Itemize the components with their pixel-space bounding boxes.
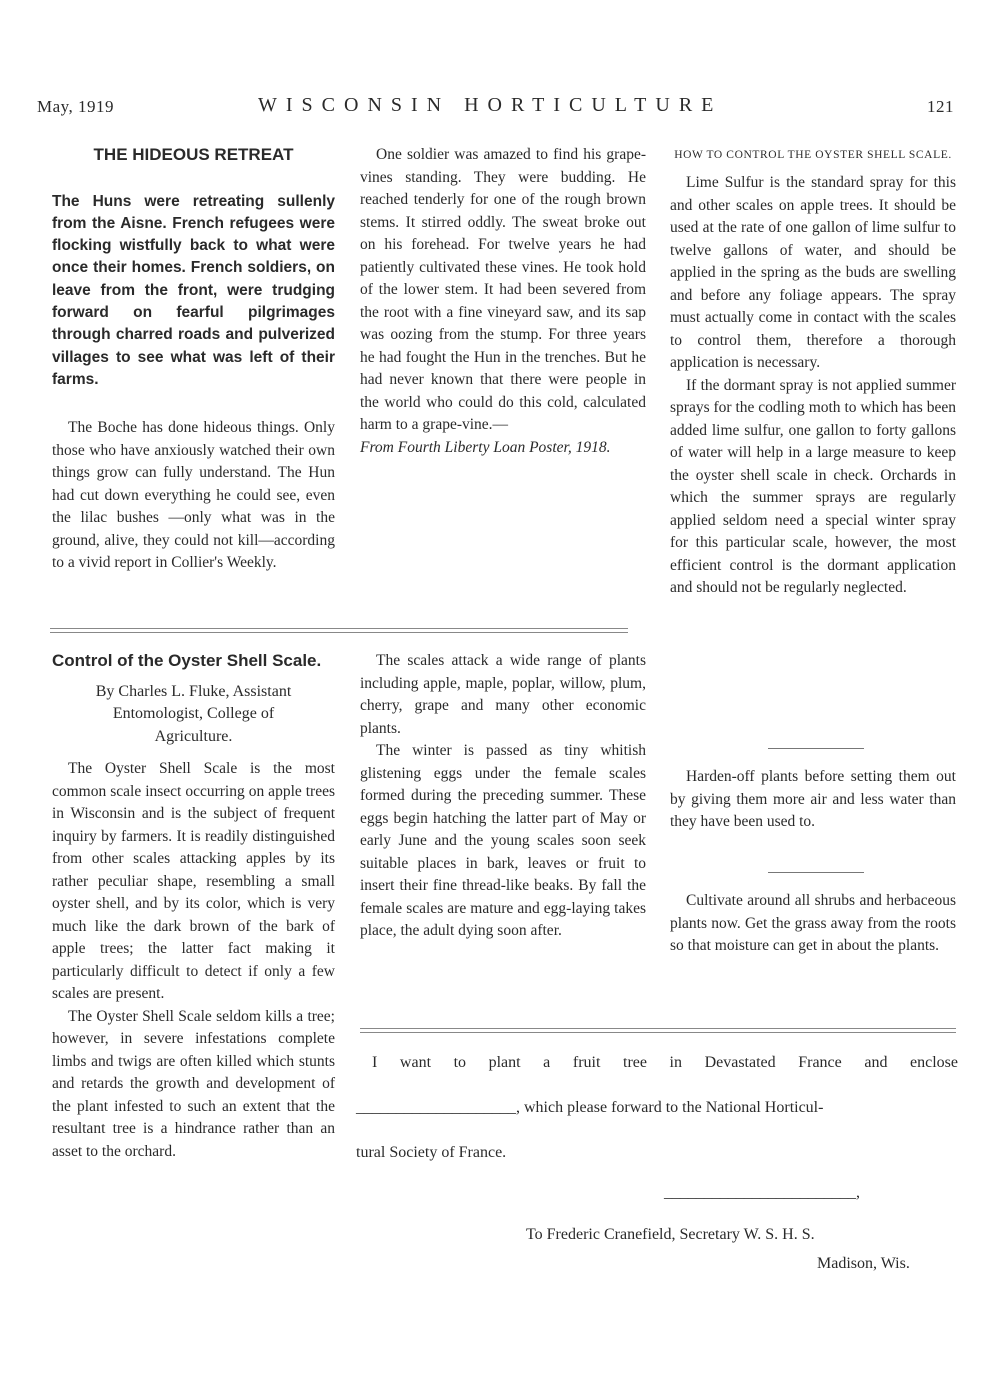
cultivate-note [670, 890, 956, 958]
retreat-lead: The Huns were retreating sullenly from the Aisne. French refugees were flocking wistfully back to what were once their homes. French soldiers, on leave from the front, were trudging forward on fearful pilgrimages through charred roads and pulverized villages to see what was left of their farms. [52, 192, 335, 388]
retreat-paragraph-1: The Boche has done hideous things. Only those who have anxiously watched their own things grow can fully understand. The Hun had cut down everything he could see, even the lilac bushes —only what was in the ground, alive, they could not kill—according to a vivid report in Collier's Weekly. [52, 419, 335, 572]
retreat-article-col2 [360, 144, 646, 459]
cultivate-text: Cultivate around all shrubs and herbaceous plants now. Get the grass away from the roots so that moisture can get in about the plants. [670, 892, 956, 954]
oyster-article-col1 [52, 650, 335, 1163]
signature-blank: ________________________, [664, 1184, 860, 1201]
pledge-line-3: tural Society of France. [356, 1144, 507, 1161]
page-number: 121 [927, 97, 954, 116]
byline-line-2: Entomologist, College of [112, 705, 275, 722]
retreat-paragraph-2: One soldier was amazed to find his grape-vines standing. They were budding. He reached tenderly for one of the rough brown stems. It stirred oddly. The sweat broke out on his forehead. For twelve years he had patiently cultivated these vines. He took hold of the lower stem. It had been severed from the root with a fine vineyard saw, and its sap was oozing from the stump. For three years he had fought the Hun in the trenches. But he had never known that there were people in the world who could do this cold, calculated harm to a grape-vine.— [360, 146, 646, 433]
oyster-paragraph-4: The winter is passed as tiny whitish glistening eggs under the female scales formed during the preceding summer. These eggs begin hatching the latter part of May or early June and the young scales soon seek suitable places in bark, leaves or fruit to insert their fine thread-like beaks. By fall the female scales are mature and egg-laying takes place, the adult dying soon after. [360, 742, 646, 939]
article-divider [50, 628, 628, 633]
retreat-article-col1 [52, 144, 335, 575]
pledge-divider [360, 1028, 956, 1033]
addressee: To Frederic Cranefield, Secretary W. S. H. S. [526, 1226, 815, 1243]
pledge-line-2-text: , which please forward to the National Horticul- [516, 1099, 824, 1116]
oyster-article-col3 [670, 144, 956, 600]
issue-date: May, 1919 [37, 97, 115, 116]
oyster-paragraph-3: The scales attack a wide range of plants including apple, maple, poplar, willow, plum, cherry, grape and many other economic plants. [360, 652, 646, 737]
oyster-paragraph-2: The Oyster Shell Scale seldom kills a tree; however, in severe infestations complete limbs and twigs are often killed which stunts and retards the growth and development of the plant infested to such an extent that the resultant tree is a hindrance rather than an asset to the orchard. [52, 1007, 335, 1160]
byline-line-3: Agriculture. [154, 727, 233, 745]
pledge-line-1: I want to plant a fruit tree in Devastated France and enclose [372, 1054, 958, 1071]
oyster-byline [52, 681, 335, 749]
byline-line-1: By Charles L. Fluke, Assistant [95, 682, 292, 700]
short-divider-2 [768, 872, 864, 873]
amount-blank: ____________________ [356, 1099, 516, 1116]
pledge-line-2 [356, 1097, 958, 1119]
short-divider-1 [768, 748, 864, 749]
oyster-paragraph-1: The Oyster Shell Scale is the most common scale insect occurring on apple trees in Wisconsin and is the subject of frequent inquiry by farmers. It is readily distinguished from other scales attacking apples by its rather peculiar shape, resembling a small oyster shell, and by its color, which is very much like the dark brown of the bark of apple trees; the latter fact making it particularly difficult to detect if only a few scales are present. [52, 760, 335, 1002]
retreat-title: THE HIDEOUS RETREAT [93, 145, 294, 164]
harden-text: Harden-off plants before setting them out by giving them more air and less water than they have been used to. [670, 768, 956, 830]
harden-note [670, 766, 956, 834]
control-title: HOW TO CONTROL THE OYSTER SHELL SCALE. [674, 149, 952, 161]
journal-title: WISCONSIN HORTICULTURE [258, 94, 723, 116]
oyster-title: Control of the Oyster Shell Scale. [52, 651, 322, 670]
addressee-city: Madison, Wis. [817, 1255, 910, 1272]
retreat-source: From Fourth Liberty Loan Poster, 1918. [360, 438, 611, 456]
oyster-paragraph-6: If the dormant spray is not applied summer sprays for the codling moth to which has been added lime sulfur, one gallon to forty gallons of water will help in a large measure to keep the oyster shell scale in check. Orchards in which the summer sprays are regularly applied seldom need a special winter spray for this particular scale, however, the most efficient control is the dormant application and should not be regularly neglected. [670, 376, 956, 596]
oyster-paragraph-5: Lime Sulfur is the standard spray for this and other scales on apple trees. It should be used at the rate of one gallon of lime sulfur to twelve gallons of water, and should be applied in the spring as the buds are swelling and before any foliage appears. The spray must actually come in contact with the scales to control them, therefore a thorough application is necessary. [670, 174, 956, 371]
oyster-article-col2 [360, 650, 646, 943]
